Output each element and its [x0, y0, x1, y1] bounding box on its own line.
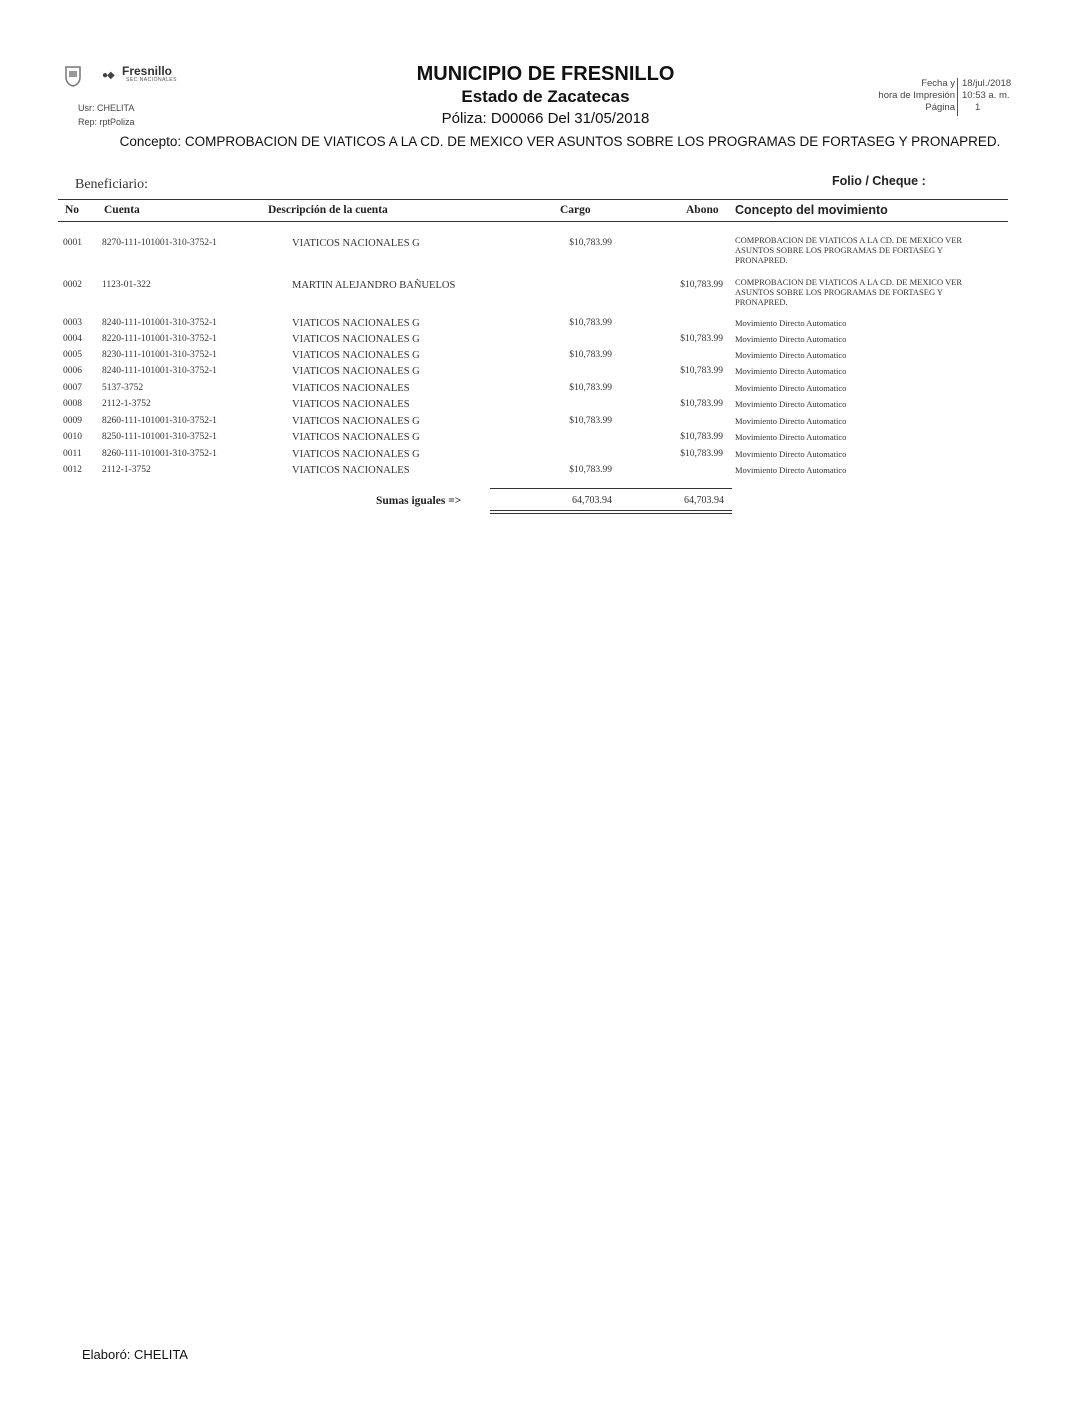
folio-label: Folio / Cheque :	[832, 174, 926, 188]
totals-bottom-rule-1	[490, 510, 732, 511]
logo-text: Fresnillo	[122, 64, 173, 78]
row-no: 0006	[63, 366, 82, 376]
logo-dots-icon: ●◆	[102, 70, 114, 81]
row-concepto: Movimiento Directo Automatico	[735, 318, 847, 328]
row-cuenta: 8260-111-101001-310-3752-1	[102, 416, 217, 426]
row-cuenta: 5137-3752	[102, 383, 144, 393]
row-descripcion: VIATICOS NACIONALES G	[292, 432, 420, 443]
row-no: 0010	[63, 432, 82, 442]
row-concepto: Movimiento Directo Automatico	[735, 366, 847, 376]
row-cargo: $10,783.99	[569, 238, 612, 248]
header-no: No	[65, 204, 80, 216]
header-cuenta: Cuenta	[104, 204, 140, 216]
row-no: 0008	[63, 399, 82, 409]
header-top-rule	[58, 199, 1008, 200]
elaboro-line: Elaboró: CHELITA	[82, 1347, 188, 1362]
row-cuenta: 8240-111-101001-310-3752-1	[102, 366, 217, 376]
row-cuenta: 8270-111-101001-310-3752-1	[102, 238, 217, 248]
sumas-label: Sumas iguales =>	[376, 495, 462, 507]
row-descripcion: VIATICOS NACIONALES G	[292, 449, 420, 460]
row-descripcion: VIATICOS NACIONALES G	[292, 366, 420, 377]
row-abono: $10,783.99	[680, 280, 723, 290]
print-page-label: Página	[925, 102, 955, 113]
page-title: MUNICIPIO DE FRESNILLO	[416, 63, 675, 85]
row-cuenta: 8220-111-101001-310-3752-1	[102, 334, 217, 344]
row-descripcion: VIATICOS NACIONALES G	[292, 416, 420, 427]
print-time-value: 10:53 a. m.	[962, 90, 1010, 101]
row-concepto: Movimiento Directo Automatico	[735, 399, 847, 409]
row-concepto: COMPROBACION DE VIATICOS A LA CD. DE MEXICO VER ASUNTOS SOBRE LOS PROGRAMAS DE FORTASEG Y PRONAPRED.	[735, 277, 963, 307]
row-abono: $10,783.99	[680, 399, 723, 409]
row-cuenta: 2112-1-3752	[102, 465, 151, 475]
row-no: 0004	[63, 334, 82, 344]
user-line: Usr: CHELITA	[78, 103, 135, 113]
beneficiario-label: Beneficiario:	[75, 177, 149, 192]
sum-cargo: 64,703.94	[572, 495, 612, 506]
row-abono: $10,783.99	[680, 449, 723, 459]
row-no: 0009	[63, 416, 82, 426]
print-time-label: hora de Impresión	[878, 90, 955, 101]
row-concepto: Movimiento Directo Automatico	[735, 465, 847, 475]
row-descripcion: MARTIN ALEJANDRO BAÑUELOS	[292, 280, 456, 291]
row-concepto: COMPROBACION DE VIATICOS A LA CD. DE MEXICO VER ASUNTOS SOBRE LOS PROGRAMAS DE FORTASEG Y PRONAPRED.	[735, 235, 963, 265]
row-no: 0003	[63, 318, 82, 328]
row-descripcion: VIATICOS NACIONALES G	[292, 238, 420, 249]
row-descripcion: VIATICOS NACIONALES G	[292, 350, 420, 361]
header-descripcion: Descripción de la cuenta	[268, 204, 388, 216]
row-concepto: Movimiento Directo Automatico	[735, 383, 847, 393]
row-no: 0005	[63, 350, 82, 360]
header-bottom-rule	[58, 221, 1008, 222]
row-cuenta: 8240-111-101001-310-3752-1	[102, 318, 217, 328]
row-descripcion: VIATICOS NACIONALES G	[292, 334, 420, 345]
row-cargo: $10,783.99	[569, 416, 612, 426]
row-concepto: Movimiento Directo Automatico	[735, 416, 847, 426]
sum-abono: 64,703.94	[684, 495, 724, 506]
header-abono: Abono	[686, 204, 719, 216]
row-cuenta: 2112-1-3752	[102, 399, 151, 409]
row-no: 0007	[63, 383, 82, 393]
poliza-line: Póliza: D00066 Del 31/05/2018	[441, 110, 650, 127]
row-descripcion: VIATICOS NACIONALES	[292, 383, 410, 394]
row-concepto: Movimiento Directo Automatico	[735, 432, 847, 442]
print-page-value: 1	[975, 102, 981, 113]
report-line: Rep: rptPoliza	[78, 117, 135, 127]
row-no: 0011	[63, 449, 82, 459]
row-concepto: Movimiento Directo Automatico	[735, 449, 847, 459]
row-descripcion: VIATICOS NACIONALES G	[292, 318, 420, 329]
row-concepto: Movimiento Directo Automatico	[735, 350, 847, 360]
divider	[957, 78, 958, 116]
row-cuenta: 1123-01-322	[102, 280, 151, 290]
page-subtitle: Estado de Zacatecas	[461, 87, 630, 106]
concepto-text: Concepto: COMPROBACION DE VIATICOS A LA CD. DE MEXICO VER ASUNTOS SOBRE LOS PROGRAMAS DE FORTASEG Y PRONAPRED.	[119, 134, 1001, 149]
row-no: 0001	[63, 238, 82, 248]
header-cargo: Cargo	[560, 204, 591, 216]
row-concepto: Movimiento Directo Automatico	[735, 334, 847, 344]
logo-subtext: SEC NACIONALES	[126, 77, 177, 83]
row-cargo: $10,783.99	[569, 383, 612, 393]
row-no: 0002	[63, 280, 82, 290]
row-abono: $10,783.99	[680, 334, 723, 344]
row-descripcion: VIATICOS NACIONALES	[292, 399, 410, 410]
row-abono: $10,783.99	[680, 366, 723, 376]
print-date-label: Fecha y	[921, 78, 955, 89]
row-descripcion: VIATICOS NACIONALES	[292, 465, 410, 476]
header-concepto: Concepto del movimiento	[735, 203, 888, 217]
row-cargo: $10,783.99	[569, 350, 612, 360]
row-cuenta: 8230-111-101001-310-3752-1	[102, 350, 217, 360]
row-no: 0012	[63, 465, 82, 475]
row-cuenta: 8250-111-101001-310-3752-1	[102, 432, 217, 442]
row-cargo: $10,783.99	[569, 465, 612, 475]
totals-bottom-rule-2	[490, 513, 732, 514]
totals-top-rule	[490, 488, 732, 489]
print-date-value: 18/jul./2018	[962, 78, 1012, 89]
row-cuenta: 8260-111-101001-310-3752-1	[102, 449, 217, 459]
row-cargo: $10,783.99	[569, 318, 612, 328]
row-abono: $10,783.99	[680, 432, 723, 442]
